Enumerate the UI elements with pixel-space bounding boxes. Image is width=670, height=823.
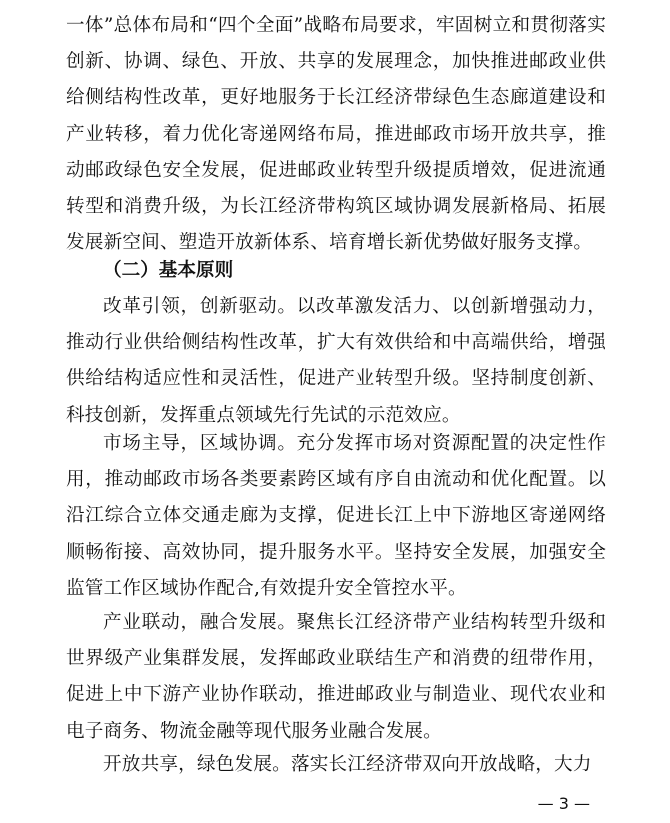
page-number: — 3 — [537, 794, 590, 813]
paragraph-industry-integration: 产业联动，融合发展。聚焦长江经济带产业结构转型升级和世界级产业集群发展，发挥邮政业联结生产和消费的纽带作用，促进上中下游产业协作联动，推进邮政业与制造业、现代农业和电子商务、物流金融等现代服务业融合发展。 [66, 612, 606, 742]
paragraph-open-green: 开放共享，绿色发展。落实长江经济带双向开放战略，大力 [103, 754, 592, 775]
paragraph-market-regional: 市场主导，区域协调。充分发挥市场对资源配置的决定性作用，推动邮政市场各类要素跨区域有序自由流动和优化配置。以沿江综合立体交通走廊为支撑，促进长江上中下游地区寄递网络顺畅衔接、高效协同，提升服务水平。坚持安全发展，加强安全监管工作区域协作配合,有效提升安全管控水平。 [66, 433, 606, 599]
paragraph-reform-innovation: 改革引领，创新驱动。以改革激发活力、以创新增强动力，推动行业供给侧结构性改革，扩大有效供给和中高端供给，增强供给结构适应性和灵活性，促进产业转型升级。坚持制度创新、科技创新，发挥重点领域先行先试的示范效应。 [66, 296, 606, 426]
paragraph-guiding-ideology: 一体”总体布局和“四个全面”战略布局要求，牢固树立和贯彻落实创新、协调、绿色、开放、共享的发展理念，加快推进邮政业供给侧结构性改革，更好地服务于长江经济带绿色生态廊道建设和产业转移，着力优化寄递网络布局，推进邮政市场开放共享，推动邮政绿色安全发展，促进邮政业转型升级提质增效，促进流通转型和消费升级，为长江经济带构筑区域协调发展新格局、拓展发展新空间、塑造开放新体系、培育增长新优势做好服务支撑。 [66, 15, 606, 254]
section-heading: （二）基本原则 [103, 260, 234, 281]
